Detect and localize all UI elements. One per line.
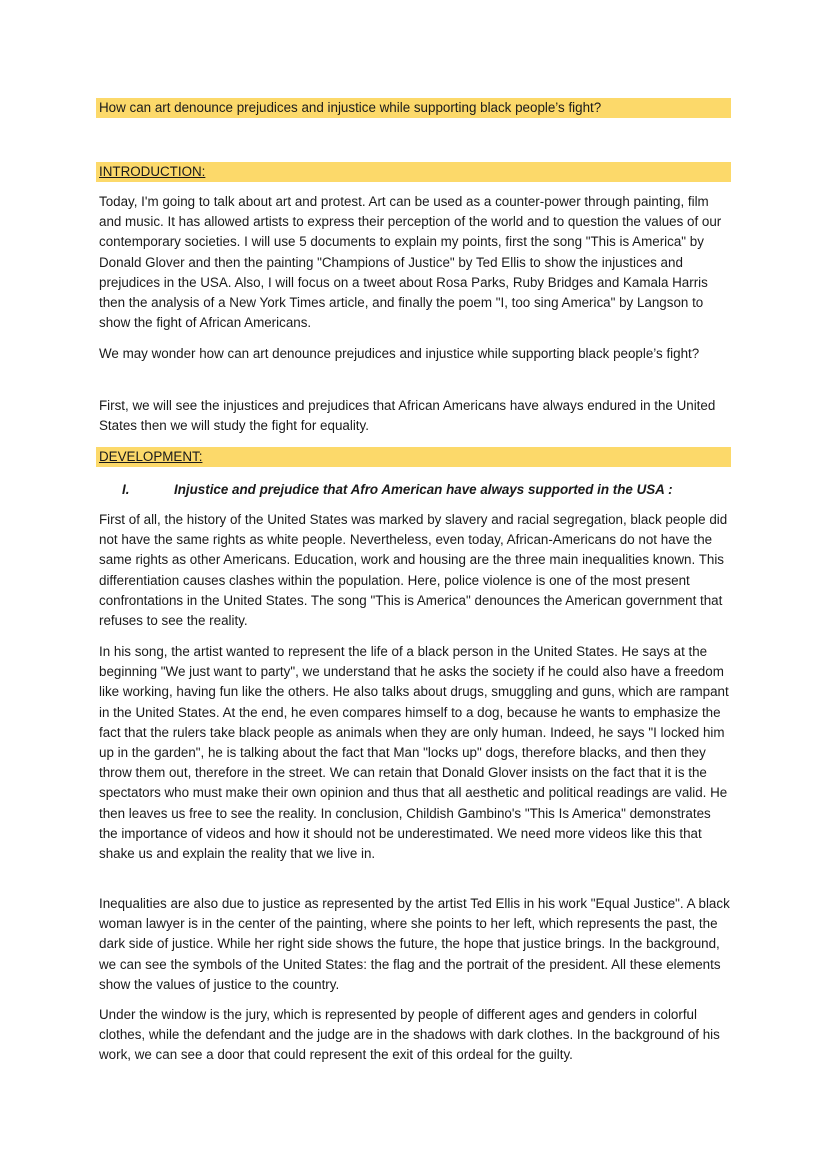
section-heading	[122, 480, 673, 500]
introduction-heading-banner	[96, 162, 731, 182]
question-text: How can art denounce prejudices and injustice while supporting black people’s fight?	[99, 100, 602, 115]
intro-paragraph-1: Today, I'm going to talk about art and protest. Art can be used as a counter-power through painting, film and music. It has allowed artists to express their perception of the world and to question the values of our contemporary societies. I will use 5 documents to explain my points, first the song "This is America" by Donald Glover and then the painting "Champions of Justice" by Ted Ellis to show the injustices and prejudices in the USA. Also, I will focus on a tweet about Rosa Parks, Ruby Bridges and Kamala Harris then the analysis of a New York Times article, and finally the poem "I, too sing America" by Langson to show the fight of African Americans.	[99, 194, 722, 331]
section-number: I.	[122, 482, 130, 497]
intro-paragraph-3: First, we will see the injustices and prejudices that African Americans have always endured in the United States then we will study the fight for equality.	[99, 398, 716, 434]
body-paragraph-4: Under the window is the jury, which is represented by people of different ages and genders in colorful clothes, while the defendant and the judge are in the shadows with dark clothes. In the background of his work, we can see a door that could represent the exit of this ordeal for the guilty.	[99, 1007, 720, 1063]
intro-paragraph-2: We may wonder how can art denounce prejudices and injustice while supporting black people’s fight?	[99, 346, 700, 361]
development-heading: DEVELOPMENT:	[99, 449, 203, 464]
body-paragraph-1: First of all, the history of the United States was marked by slavery and racial segregation, black people did not have the same rights as white people. Nevertheless, even today, African-Americans do not have the same rights as other Americans. Education, work and housing are the three main inequalities known. This differentiation causes clashes within the population. Here, police violence is one of the most present confrontations in the United States. The song "This is America" denounces the American government that refuses to see the reality.	[99, 512, 728, 629]
introduction-heading: INTRODUCTION:	[99, 164, 206, 179]
development-heading-banner	[96, 447, 731, 467]
body-paragraph-3: Inequalities are also due to justice as represented by the artist Ted Ellis in his work "Equal Justice". A black woman lawyer is in the center of the painting, where she points to her left, which represents the past, the dark side of justice. While her right side shows the future, the hope that justice brings. In the background, we can see the symbols of the United States: the flag and the portrait of the president. All these elements show the values of justice to the country.	[99, 896, 730, 992]
body-paragraph-2: In his song, the artist wanted to represent the life of a black person in the United States. He says at the beginning "We just want to party", we understand that he asks the society if he could also have a freedom like working, having fun like the others. He also talks about drugs, smuggling and guns, which are rampant in the United States. At the end, he even compares himself to a dog, because he wants to emphasize the fact that the rulers take black people as animals when they are only human. Indeed, he says "I locked him up in the garden", he is talking about the fact that Man "locks up" dogs, therefore blacks, and then they throw them out, therefore in the street. We can retain that Donald Glover insists on the fact that it is the spectators who must make their own opinion and thus that all aesthetic and political readings are valid. He then leaves us free to see the reality. In conclusion, Childish Gambino's "This Is America" demonstrates the importance of videos and how it should not be underestimated. We need more videos like this that shake us and explain the reality that we live in.	[99, 644, 729, 862]
section-title: Injustice and prejudice that Afro American have always supported in the USA :	[174, 482, 673, 497]
question-banner	[96, 98, 731, 118]
